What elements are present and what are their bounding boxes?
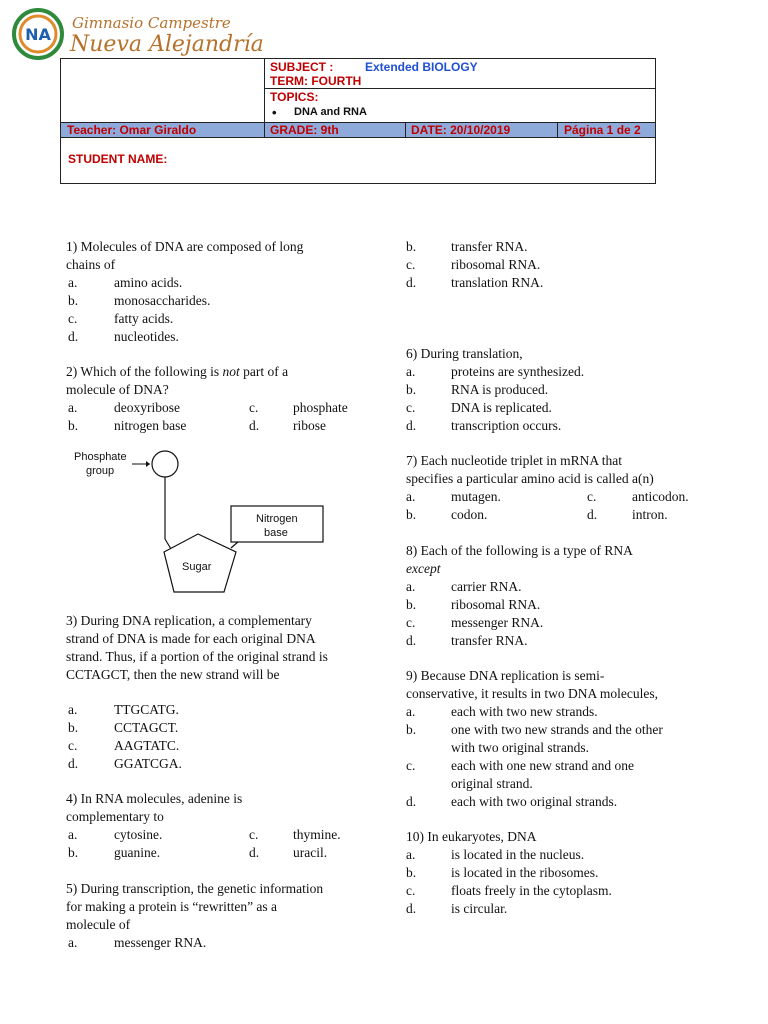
q1-option-d: nucleotides. [114,329,179,344]
q6-letter-b: b. [406,382,417,397]
school-name-line1: Gimnasio Campestre [72,14,231,32]
q6-text-line1: 6) During translation, [406,346,523,361]
q4-letter-d: d. [249,845,260,860]
q10-letter-b: b. [406,865,417,880]
q2-letter-b: b. [68,418,79,433]
q9-text-line1: 9) Because DNA replication is semi- [406,668,605,683]
q2-text-line1: 2) Which of the following is not part of a [66,364,289,379]
q3-option-d: GGATCGA. [114,756,182,771]
q8-letter-d: d. [406,633,417,648]
q6-letter-a: a. [406,364,416,379]
q2-option-a: deoxyribose [114,400,180,415]
q3-option-b: CCTAGCT. [114,720,179,735]
q8-option-d: transfer RNA. [451,633,528,648]
q1-letter-b: b. [68,293,79,308]
q3-letter-a: a. [68,702,78,717]
q8-letter-a: a. [406,579,416,594]
q5-letter-d: d. [406,275,417,290]
q10-option-d: is circular. [451,901,508,916]
q2-text-line2: molecule of DNA? [66,382,169,397]
q1-option-b: monosaccharides. [114,293,211,308]
q8-option-b: ribosomal RNA. [451,597,541,612]
q10-option-c: floats freely in the cytoplasm. [451,883,612,898]
q5-text-line3: molecule of [66,917,131,932]
q5-option-b: transfer RNA. [451,239,528,254]
q2-letter-c: c. [249,400,259,415]
logo-emblem-icon [12,8,64,60]
q8-option-c: messenger RNA. [451,615,544,630]
q7-option-c: anticodon. [632,489,689,504]
q1-letter-a: a. [68,275,78,290]
q9-option-b-line1: one with two new strands and the other [451,722,663,737]
q3-option-a: TTGCATG. [114,702,179,717]
q6-letter-d: d. [406,418,417,433]
q9-option-b-line2: with two original strands. [451,740,589,755]
q7-option-b: codon. [451,507,488,522]
q5-letter-a: a. [68,935,78,950]
q5-option-c: ribosomal RNA. [451,257,541,272]
student-name-label: STUDENT NAME: [68,152,168,166]
q4-letter-a: a. [68,827,78,842]
q9-option-d: each with two original strands. [451,794,618,809]
q4-option-c: thymine. [293,827,341,842]
q3-letter-c: c. [68,738,78,753]
q9-option-a: each with two new strands. [451,704,598,719]
q4-option-d: uracil. [293,845,328,860]
q4-letter-c: c. [249,827,259,842]
q6-option-b: RNA is produced. [451,382,549,397]
q9-letter-a: a. [406,704,416,719]
nucleotide-diagram [66,444,346,604]
q7-option-d: intron. [632,507,668,522]
q1-letter-d: d. [68,329,79,344]
q4-option-b: guanine. [114,845,161,860]
q3-letter-b: b. [68,720,79,735]
diagram-label-base: base [264,527,288,539]
q8-text-line2: except [406,561,441,576]
q10-letter-a: a. [406,847,416,862]
q6-option-d: transcription occurs. [451,418,562,433]
teacher-name: Teacher: Omar Giraldo [67,123,197,137]
subject-value: Extended BIOLOGY [365,60,478,74]
subject-label: SUBJECT : [270,60,334,74]
school-name-line2: Nueva Alejandría [70,32,264,57]
q1-letter-c: c. [68,311,78,326]
q3-text-line2: strand of DNA is made for each original DNA [66,631,316,646]
q2-option-d: ribose [293,418,326,433]
q1-text-line1: 1) Molecules of DNA are composed of long [66,239,304,254]
q2-letter-d: d. [249,418,260,433]
q10-option-b: is located in the ribosomes. [451,865,599,880]
phosphate-circle-icon [152,451,178,477]
right-column [406,238,726,928]
q7-text-line2: specifies a particular amino acid is called a(n) [406,471,654,486]
q2-letter-a: a. [68,400,78,415]
diagram-label-phosphate: Phosphate [74,451,127,463]
q1-text-line2: chains of [66,257,116,272]
grade: GRADE: 9th [270,123,339,137]
q9-letter-d: d. [406,794,417,809]
q8-letter-b: b. [406,597,417,612]
q4-text-line2: complementary to [66,809,164,824]
q2-option-b: nitrogen base [114,418,187,433]
q7-letter-d: d. [587,507,598,522]
q1-option-a: amino acids. [114,275,183,290]
q6-letter-c: c. [406,400,416,415]
q4-letter-b: b. [68,845,79,860]
q3-letter-d: d. [68,756,79,771]
q9-text-line2: conservative, it results in two DNA molecules, [406,686,658,701]
q9-option-c-line2: original strand. [451,776,533,791]
q10-text-line1: 10) In eukaryotes, DNA [406,829,537,844]
q10-letter-c: c. [406,883,416,898]
date: DATE: 20/10/2019 [411,123,511,137]
q6-option-c: DNA is replicated. [451,400,552,415]
q4-option-a: cytosine. [114,827,163,842]
q5-option-d: translation RNA. [451,275,544,290]
term-label: TERM: FOURTH [270,74,362,88]
page-number: Página 1 de 2 [564,123,641,137]
q6-option-a: proteins are synthesized. [451,364,585,379]
q3-option-c: AAGTATC. [114,738,180,753]
q5-text-line2: for making a protein is “rewritten” as a [66,899,278,914]
topic-bullet-icon: • [272,105,277,120]
topic-item: DNA and RNA [294,106,367,118]
q7-text-line1: 7) Each nucleotide triplet in mRNA that [406,453,622,468]
q4-text-line1: 4) In RNA molecules, adenine is [66,791,243,806]
diagram-label-group: group [86,465,115,477]
q9-letter-b: b. [406,722,417,737]
q5-letter-c: c. [406,257,416,272]
q9-letter-c: c. [406,758,416,773]
logo-letters: NA [25,25,51,44]
q3-text-line4: CCTAGCT, then the new strand will be [66,667,280,682]
q3-text-line1: 3) During DNA replication, a complementary [66,613,312,628]
q3-text-line3: strand. Thus, if a portion of the original strand is [66,649,328,664]
q7-letter-a: a. [406,489,416,504]
q7-option-a: mutagen. [451,489,501,504]
diagram-label-sugar: Sugar [182,561,212,573]
q10-letter-d: d. [406,901,417,916]
diagram-label-nitrogen: Nitrogen [256,513,298,525]
q10-option-a: is located in the nucleus. [451,847,585,862]
q8-letter-c: c. [406,615,416,630]
q9-option-c-line1: each with one new strand and one [451,758,634,773]
q7-letter-c: c. [587,489,597,504]
q8-text-line1: 8) Each of the following is a type of RNA [406,543,633,558]
topics-label: TOPICS: [270,90,319,104]
q1-option-c: fatty acids. [114,311,174,326]
q5-option-a: messenger RNA. [114,935,207,950]
q7-letter-b: b. [406,507,417,522]
q5-letter-b: b. [406,239,417,254]
header-table [60,58,656,184]
q2-option-c: phosphate [293,400,348,415]
q5-text-line1: 5) During transcription, the genetic information [66,881,324,896]
q8-option-a: carrier RNA. [451,579,522,594]
